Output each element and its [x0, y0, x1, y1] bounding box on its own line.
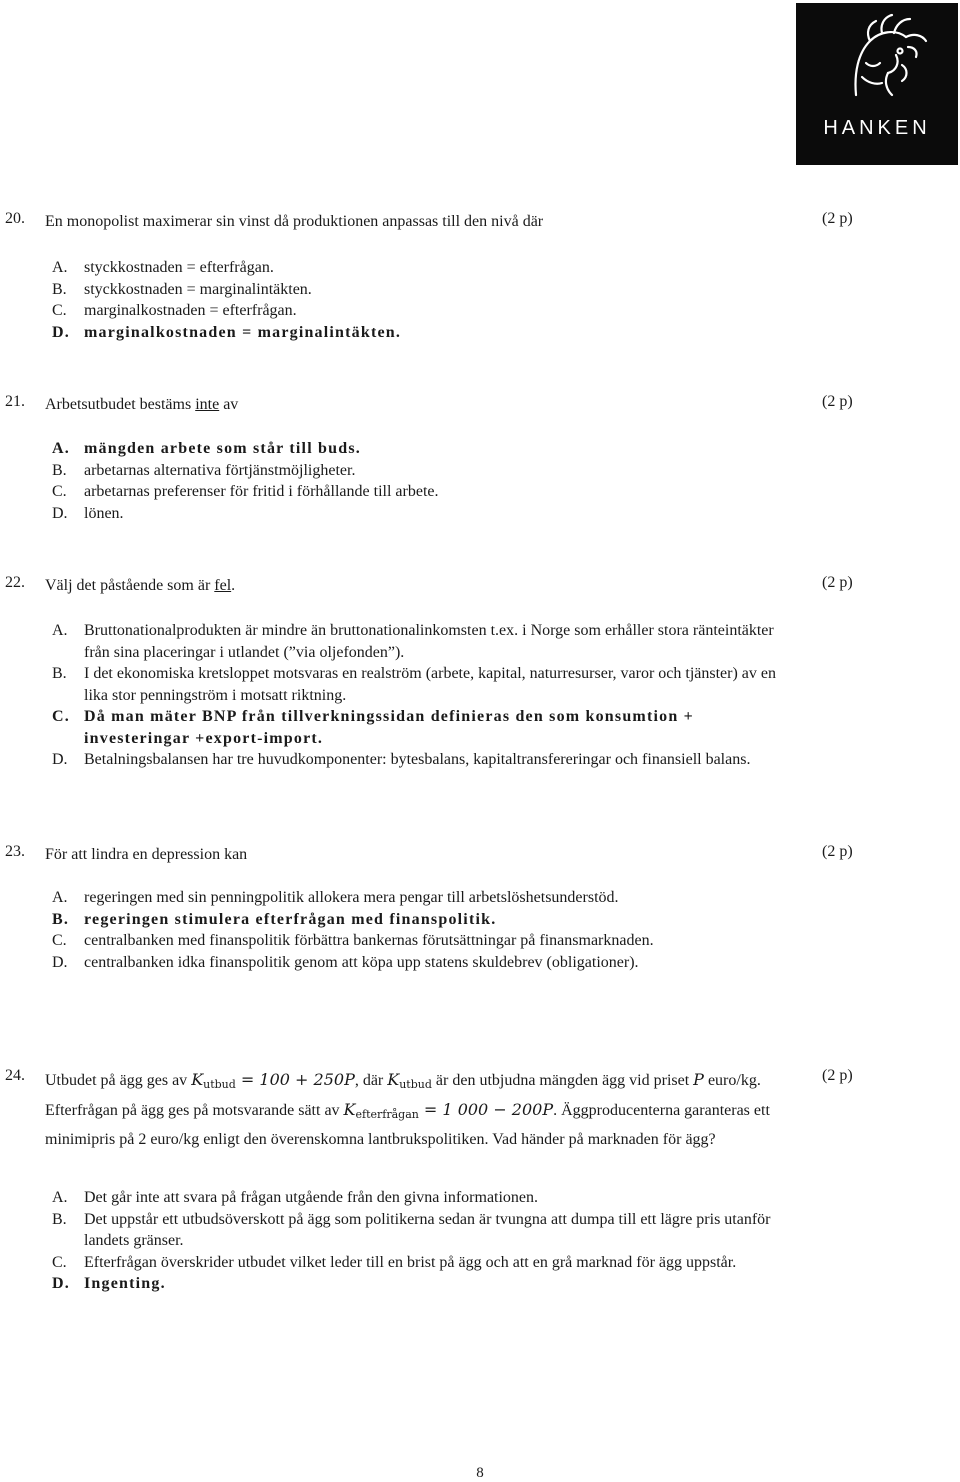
question-points: (2 p) [822, 843, 853, 860]
option-d: D. centralbanken idka finanspolitik genom att köpa upp statens skuldebrev (obligationer). [52, 953, 639, 971]
math-k-utbud-2: $K_{utbud}$ [387, 1070, 432, 1091]
option-a-correct: A. mängden arbete som står till buds. [52, 440, 361, 457]
question-24 [0, 1067, 960, 1148]
math-k-utbud: $K_{utbud} = 100 + 250P$ [191, 1070, 355, 1091]
question-points: (2 p) [822, 393, 853, 410]
question-number: 21. [5, 393, 25, 410]
question-20 [0, 210, 960, 232]
hermes-head-logo-icon [796, 3, 958, 113]
option-c: C. marginalkostnaden = efterfrågan. [52, 302, 297, 319]
math-k-efterfragan: $K_{efterfrågan} = 1$ 000 − 200P [343, 1100, 554, 1121]
hanken-logo [796, 3, 958, 165]
math-p: P [693, 1070, 704, 1089]
question-22-options [52, 620, 792, 771]
option-c: C. Efterfrågan överskrider utbudet vilket leder till en brist på ägg och att en grå marknad för ägg uppstår. [52, 1253, 737, 1271]
page-number: 8 [476, 1465, 484, 1481]
question-text: Välj det påstående som är fel. [45, 577, 236, 594]
option-c: C. centralbanken med finanspolitik förbättra bankernas förutsättningar på finansmarknaden. [52, 932, 654, 949]
question-text: En monopolist maximerar sin vinst då produktionen anpassas till den nivå där [45, 213, 544, 230]
option-b: B. I det ekonomiska kretsloppet motsvaras en realström (arbete, kapital, naturresurser, varor och tjänster) av en lika stor penningström i motsatt riktning. [52, 665, 776, 704]
option-d-correct: D. marginalkostnaden = marginalintäkten. [52, 323, 402, 341]
option-a: A. styckkostnaden = efterfrågan. [52, 259, 274, 276]
underlined-word: inte [195, 396, 220, 413]
option-b: B. arbetarnas alternativa förtjänstmöjligheter. [52, 461, 356, 479]
underlined-word: fel [214, 577, 232, 594]
option-d: D. lönen. [52, 504, 124, 522]
question-24-options [52, 1187, 792, 1295]
option-b: B. styckkostnaden = marginalintäkten. [52, 280, 312, 298]
logo-wordmark: HANKEN [823, 117, 931, 139]
question-text: För att lindra en depression kan [45, 846, 248, 863]
question-number: 22. [5, 574, 25, 591]
question-text: Utbudet på ägg ges av $K_{utbud} = 100 + 250P$, där $K_{utbud}$ är den utbjudna mängden ägg vid priset P euro/kg. Efterfrågan på ägg ges på motsvarande sätt av $K_{efterfrågan} = 1$ 000 − 200P. Äggproducenterna garanteras ett minimipris på 2 euro/kg enligt den överenskomna lantbrukspolitiken. Vad händer på marknaden för ägg? [45, 1070, 770, 1148]
question-points: (2 p) [822, 1067, 853, 1084]
question-20-options [52, 257, 792, 343]
option-b-correct: B. regeringen stimulera efterfrågan med finanspolitik. [52, 910, 497, 928]
question-23 [0, 843, 960, 865]
option-a: A. regeringen med sin penningpolitik allokera mera pengar till arbetslöshetsunderstöd. [52, 889, 619, 906]
question-text: Arbetsutbudet bestäms inte av [45, 396, 239, 413]
option-a: A. Det går inte att svara på frågan utgående från den givna informationen. [52, 1189, 539, 1206]
question-number: 23. [5, 843, 25, 860]
question-22 [0, 574, 960, 596]
option-c: C. arbetarnas preferenser för fritid i förhållande till arbete. [52, 483, 439, 500]
option-b: B. Det uppstår ett utbudsöverskott på ägg som politikerna sedan är tvungna att dumpa till ett lägre pris utanför landets gränser. [52, 1210, 771, 1249]
question-points: (2 p) [822, 574, 853, 591]
option-c-correct: C. Då man mäter BNP från tillverkningssidan definieras den som konsumtion + investeringar +export-import. [52, 708, 694, 747]
question-21-options [52, 438, 792, 524]
option-d: D. Betalningsbalansen har tre huvudkomponenter: bytesbalans, kapitaltransfereringar och finansiell balans. [52, 751, 751, 768]
option-a: A. Bruttonationalprodukten är mindre än bruttonationalinkomsten t.ex. i Norge som erhåller stora ränteintäkter från sina placeringar i utlandet (”via oljefonden”). [52, 622, 774, 661]
question-number: 20. [5, 210, 25, 227]
question-points: (2 p) [822, 210, 853, 227]
question-21 [0, 393, 960, 415]
question-number: 24. [5, 1067, 25, 1084]
option-d-correct: D. Ingenting. [52, 1275, 166, 1292]
question-23-options [52, 887, 792, 973]
